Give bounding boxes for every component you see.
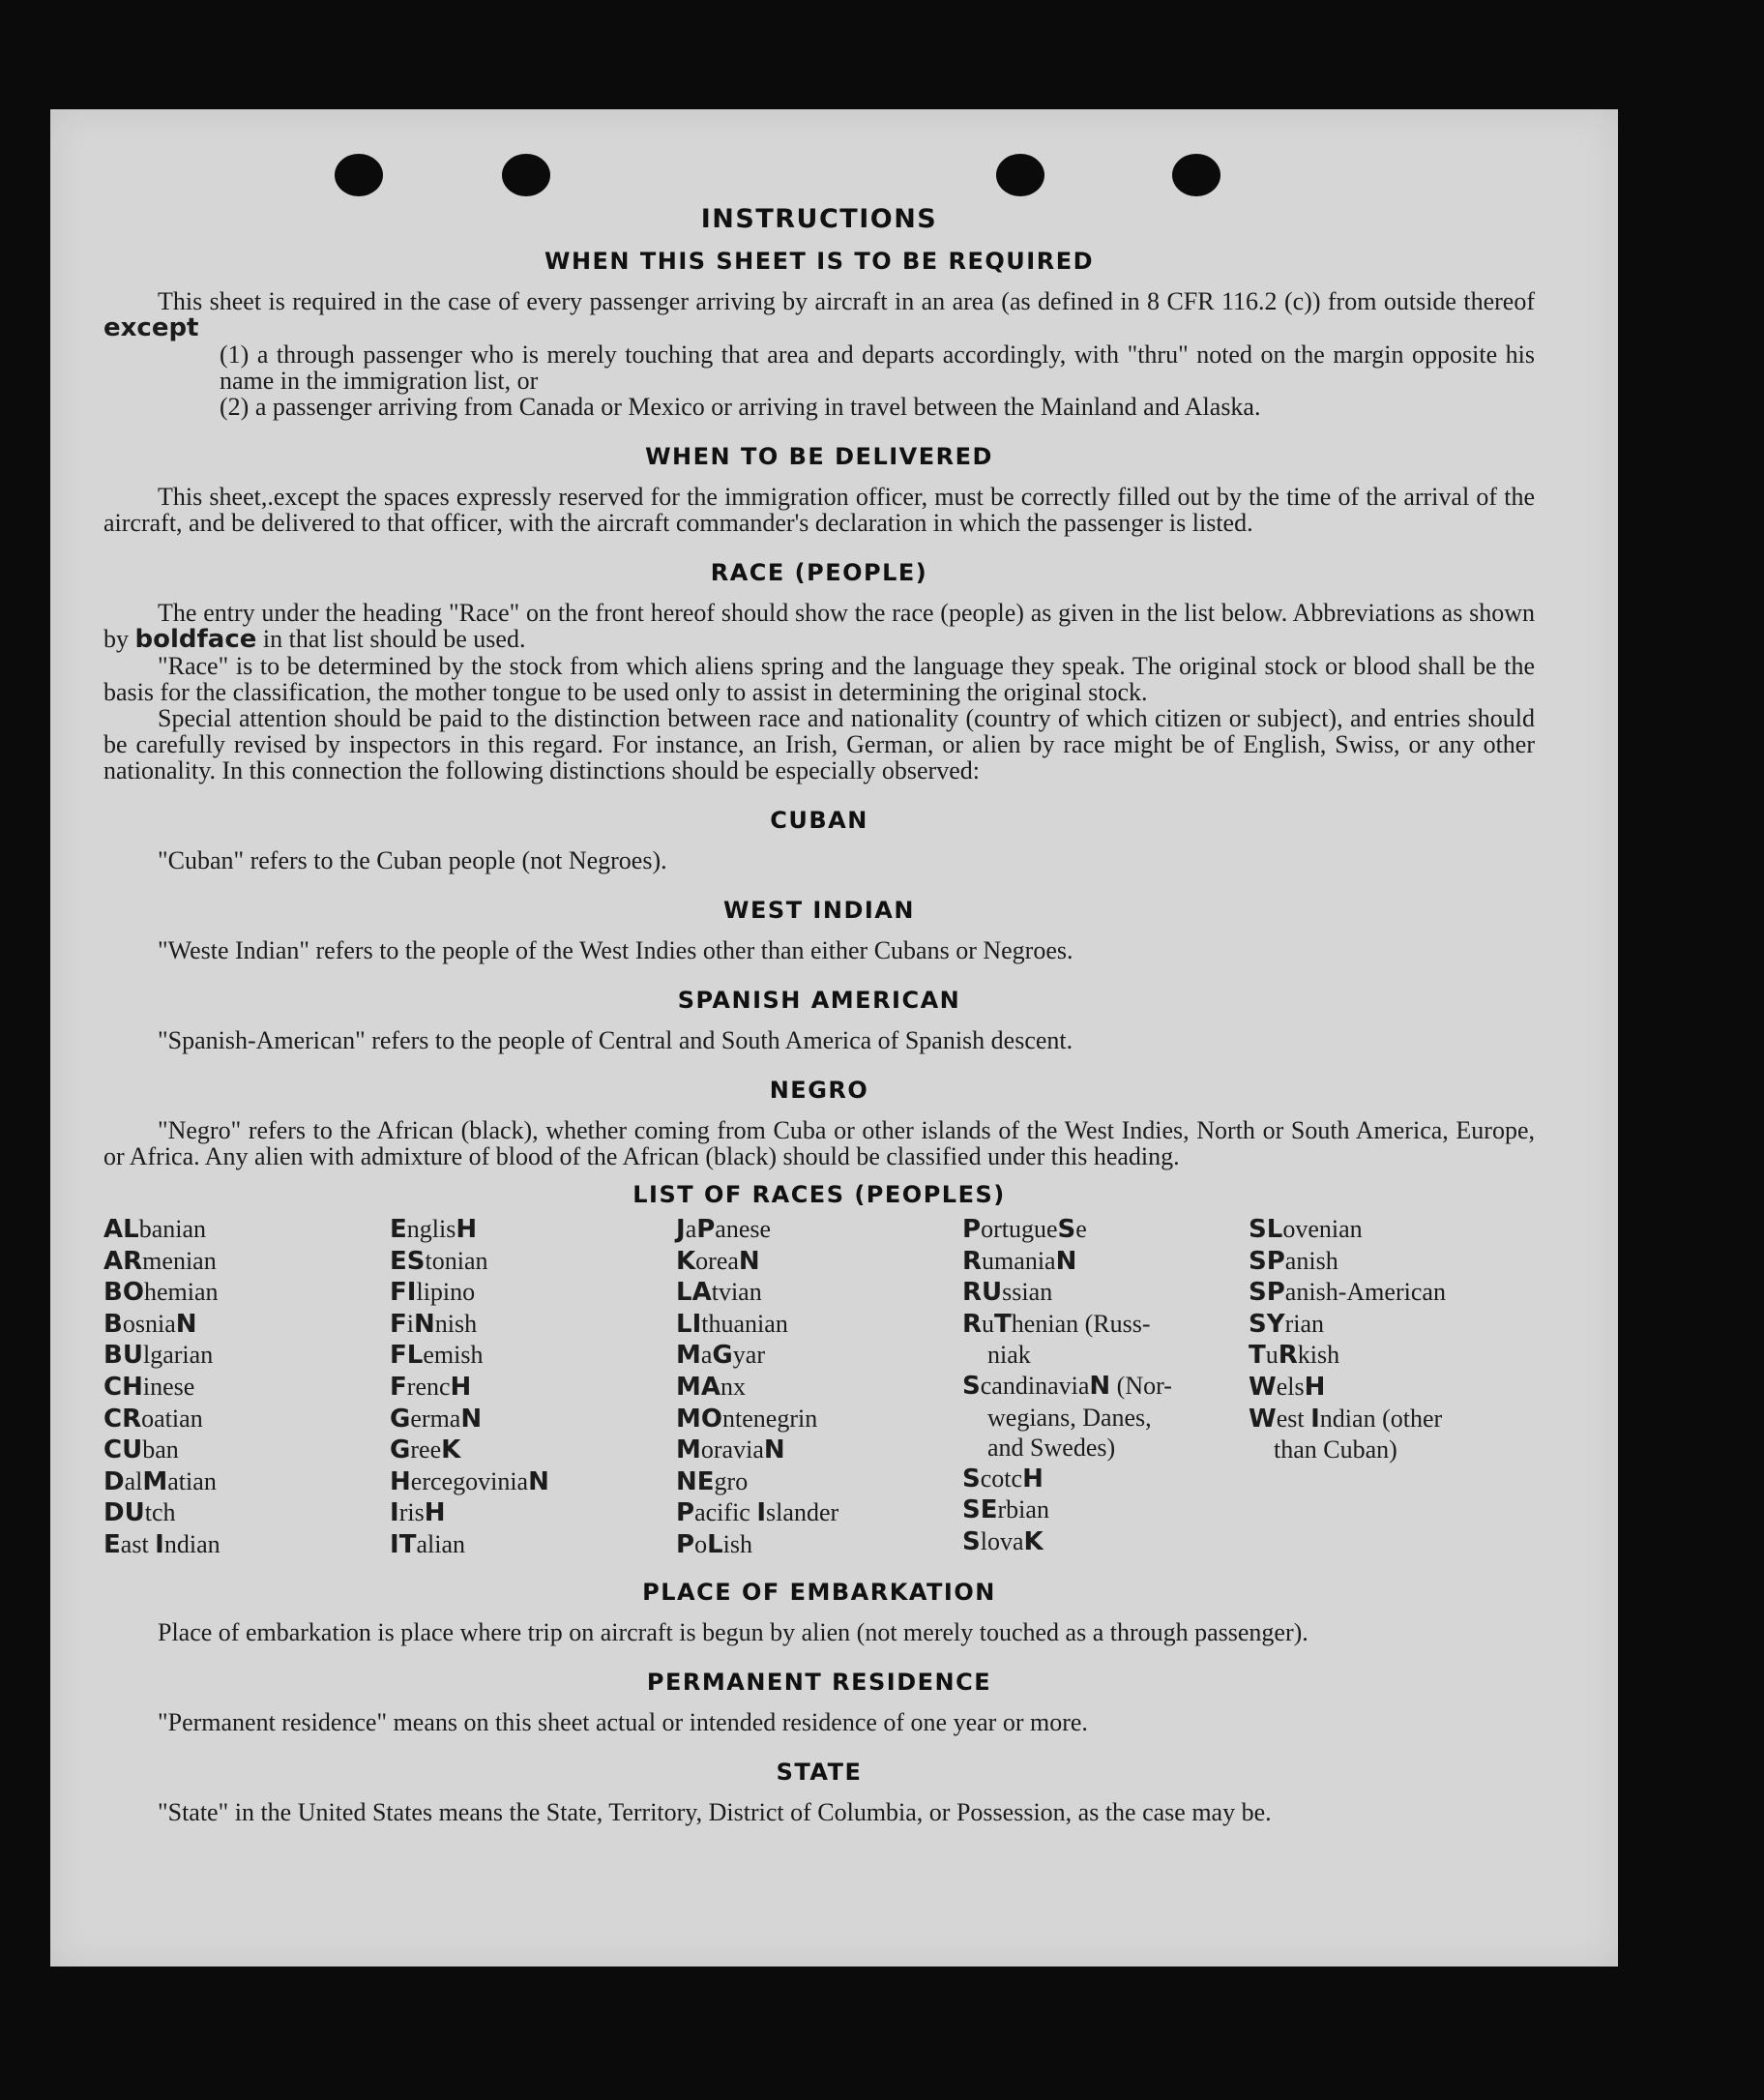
paragraph-cuban: "Cuban" refers to the Cuban people (not Negroes). [158, 846, 667, 874]
race-label: MAnx [676, 1372, 746, 1402]
heading-embarkation: PLACE OF EMBARKATION [642, 1578, 996, 1606]
item-text: a through passenger who is merely touching that area and departs accordingly, with "thru" noted on the margin opposite his name in the immigration list, or [220, 340, 1535, 395]
race-entry [390, 1497, 676, 1529]
race-label: West Indian (other [1249, 1404, 1443, 1434]
document-page [50, 109, 1618, 1967]
race-entry [103, 1214, 390, 1246]
race-label: LIthuanian [676, 1309, 788, 1339]
race-label: PoLish [676, 1529, 752, 1559]
race-label: TuRkish [1249, 1341, 1340, 1371]
heading-permanent-residence: PERMANENT RESIDENCE [646, 1668, 992, 1696]
race-entry [390, 1214, 676, 1246]
race-entry [103, 1466, 390, 1498]
race-entry [390, 1309, 676, 1341]
paragraph-state: "State" in the United States means the State, Territory, District of Columbia, or Possession, as the case may be. [158, 1797, 1272, 1826]
race-entry [962, 1246, 1249, 1278]
race-entry [390, 1529, 676, 1561]
boldface-word: boldface [134, 625, 257, 654]
heading-when-delivered: WHEN TO BE DELIVERED [645, 443, 993, 470]
exception-item-2 [220, 394, 1535, 420]
race-entry [962, 1526, 1249, 1558]
race-entry [1249, 1309, 1535, 1341]
race-entry [103, 1497, 390, 1529]
paragraph-embarkation: Place of embarkation is place where trip on aircraft is begun by alien (not merely touched as a through passenger). [158, 1617, 1308, 1646]
race-label-continuation: wegians, Danes, [987, 1403, 1152, 1432]
race-entry [962, 1277, 1249, 1309]
race-label: SlovaK [962, 1526, 1044, 1556]
race-entry [676, 1309, 962, 1341]
race-entry [676, 1404, 962, 1435]
paragraph-race-2: "Race" is to be determined by the stock from which aliens spring and the language they speak. The original stock or blood shall be the basis for the classification, the mother tongue to be used only to assist in determining the original stock. [103, 652, 1535, 706]
race-label: FLemish [390, 1341, 484, 1371]
paragraph-race-3: Special attention should be paid to the distinction between race and nationality (country of which citizen or subject), and entries should be carefully revised by inspectors in this regard. For instance, an Irish, German, or alien by race might be of English, Swiss, or any other nationality. In this connection the following distinctions should be especially observed: [103, 704, 1535, 784]
paragraph-spanish-american: "Spanish-American" refers to the people of Central and South America of Spanish descent. [158, 1026, 1073, 1054]
race-label: JaPanese [676, 1215, 772, 1244]
races-column [1249, 1214, 1535, 1561]
paragraph-race-1 [103, 600, 1535, 653]
item-text: a passenger arriving from Canada or Mexico or arriving in travel between the Mainland and Alaska. [254, 393, 1261, 421]
race-label: Pacific Islander [676, 1498, 839, 1528]
race-entry [103, 1277, 390, 1309]
heading-cuban: CUBAN [770, 807, 868, 834]
race-label: CHinese [103, 1372, 195, 1402]
text: This sheet is required in the case of every passenger arriving by aircraft in an area (as defined in 8 CFR 116.2 (c)) from outside thereof [158, 287, 1535, 315]
race-entry [390, 1246, 676, 1278]
race-entry [676, 1340, 962, 1372]
heading-west-indian: WEST INDIAN [723, 897, 915, 924]
punch-hole [1172, 154, 1220, 196]
race-label: BosniaN [103, 1309, 197, 1339]
race-entry [1249, 1246, 1535, 1278]
race-label-continuation: niak [987, 1341, 1031, 1370]
race-label: DalMatian [103, 1466, 217, 1496]
race-label: IrisH [390, 1498, 446, 1528]
race-label: EStonian [390, 1246, 488, 1276]
item-number: (2) [220, 393, 250, 421]
punch-hole [996, 154, 1044, 196]
paragraph-permanent-residence: "Permanent residence" means on this sheet actual or intended residence of one year or more. [158, 1707, 1088, 1736]
race-entry [1249, 1340, 1535, 1372]
race-entry [676, 1435, 962, 1466]
race-label: FiNnish [390, 1309, 478, 1339]
races-column [962, 1214, 1249, 1561]
text: in that list should be used. [262, 625, 526, 653]
race-entry [103, 1246, 390, 1278]
page-title: INSTRUCTIONS [700, 204, 938, 234]
race-entry [103, 1340, 390, 1372]
race-entry [676, 1214, 962, 1246]
race-entry [676, 1497, 962, 1529]
race-label: SPanish-American [1249, 1278, 1446, 1308]
item-number: (1) [220, 340, 250, 369]
race-label: ITalian [390, 1529, 465, 1559]
races-table [103, 1214, 1535, 1561]
heading-spanish-american: SPANISH AMERICAN [677, 987, 961, 1014]
punch-hole [502, 154, 550, 196]
race-entry [1249, 1277, 1535, 1309]
race-entry [103, 1529, 390, 1561]
paragraph-negro: "Negro" refers to the African (black), whether coming from Cuba or other islands of the West Indies, North or South America, Europe, or Africa. Any alien with admixture of blood of the African (black) should be classified under this heading. [103, 1116, 1535, 1170]
race-entry [390, 1435, 676, 1466]
race-entry [962, 1494, 1249, 1526]
race-label: KoreaN [676, 1246, 760, 1276]
race-entry [1249, 1372, 1535, 1404]
race-entry [103, 1309, 390, 1341]
race-label: SYrian [1249, 1309, 1325, 1339]
race-entry [962, 1371, 1249, 1464]
race-label: FrencH [390, 1372, 472, 1402]
punch-hole [335, 154, 383, 196]
race-label: BOhemian [103, 1278, 219, 1308]
race-entry [962, 1464, 1249, 1495]
race-entry [390, 1372, 676, 1404]
instructions-content [103, 204, 1535, 1825]
except-word: except [103, 313, 199, 342]
race-label: RuThenian (Russ- [962, 1309, 1151, 1339]
race-label: SLovenian [1249, 1215, 1363, 1244]
race-entry [962, 1214, 1249, 1246]
races-column [103, 1214, 390, 1561]
paragraph-when-required [103, 288, 1535, 341]
exception-item-1 [220, 341, 1535, 394]
race-label: MaGyar [676, 1341, 765, 1371]
race-label: GreeK [390, 1435, 461, 1465]
race-label-continuation: than Cuban) [1274, 1435, 1397, 1464]
races-column [676, 1214, 962, 1561]
heading-when-required: WHEN THIS SHEET IS TO BE REQUIRED [544, 248, 1095, 275]
heading-list-of-races: LIST OF RACES (PEOPLES) [632, 1181, 1006, 1208]
race-entry [962, 1309, 1249, 1371]
race-label: RumaniaN [962, 1246, 1077, 1276]
race-entry [676, 1466, 962, 1498]
race-label: ScandinaviaN (Nor- [962, 1371, 1172, 1401]
race-label: NEgro [676, 1466, 749, 1496]
race-entry [676, 1277, 962, 1309]
race-entry [1249, 1404, 1535, 1465]
race-label: GermaN [390, 1404, 483, 1434]
race-label: MOntenegrin [676, 1404, 818, 1434]
race-entry [676, 1372, 962, 1404]
race-label: SPanish [1249, 1246, 1338, 1276]
race-label: HercegoviniaN [390, 1466, 549, 1496]
race-label: ALbanian [103, 1215, 207, 1244]
race-label: CUban [103, 1435, 179, 1465]
paragraph-west-indian: "Weste Indian" refers to the people of the West Indies other than either Cubans or Negroes. [158, 936, 1073, 964]
text: The entry under the heading "Race" on the front hereof should show the race (people) as given in the list below. Abbreviations as shown by [103, 599, 1535, 653]
race-label: WelsH [1249, 1372, 1326, 1402]
heading-race: RACE (PEOPLE) [710, 559, 928, 586]
race-entry [676, 1246, 962, 1278]
race-label: EnglisH [390, 1215, 478, 1244]
race-label: CRoatian [103, 1404, 203, 1434]
race-label: BUlgarian [103, 1341, 214, 1371]
race-entry [390, 1340, 676, 1372]
race-label: DUtch [103, 1498, 176, 1528]
race-entry [103, 1372, 390, 1404]
race-entry [1249, 1214, 1535, 1246]
races-column [390, 1214, 676, 1561]
race-label-continuation: and Swedes) [987, 1434, 1116, 1463]
race-label: RUssian [962, 1278, 1053, 1308]
race-label: LAtvian [676, 1278, 762, 1308]
race-entry [390, 1466, 676, 1498]
race-label: ARmenian [103, 1246, 217, 1276]
race-entry [676, 1529, 962, 1561]
race-entry [390, 1404, 676, 1435]
heading-state: STATE [776, 1758, 863, 1786]
race-label: MoraviaN [676, 1435, 785, 1465]
race-entry [103, 1404, 390, 1435]
heading-negro: NEGRO [769, 1077, 869, 1104]
race-label: SErbian [962, 1495, 1049, 1525]
race-label: East Indian [103, 1529, 220, 1559]
race-label: PortugueSe [962, 1215, 1087, 1244]
paragraph-when-delivered: This sheet,.except the spaces expressly reserved for the immigration officer, must be correctly filled out by the time of the arrival of the aircraft, and be delivered to that officer, with the aircraft commander's declaration in which the passenger is listed. [103, 483, 1535, 537]
race-label: FIlipino [390, 1278, 476, 1308]
race-entry [103, 1435, 390, 1466]
race-label: ScotcH [962, 1464, 1044, 1494]
race-entry [390, 1277, 676, 1309]
